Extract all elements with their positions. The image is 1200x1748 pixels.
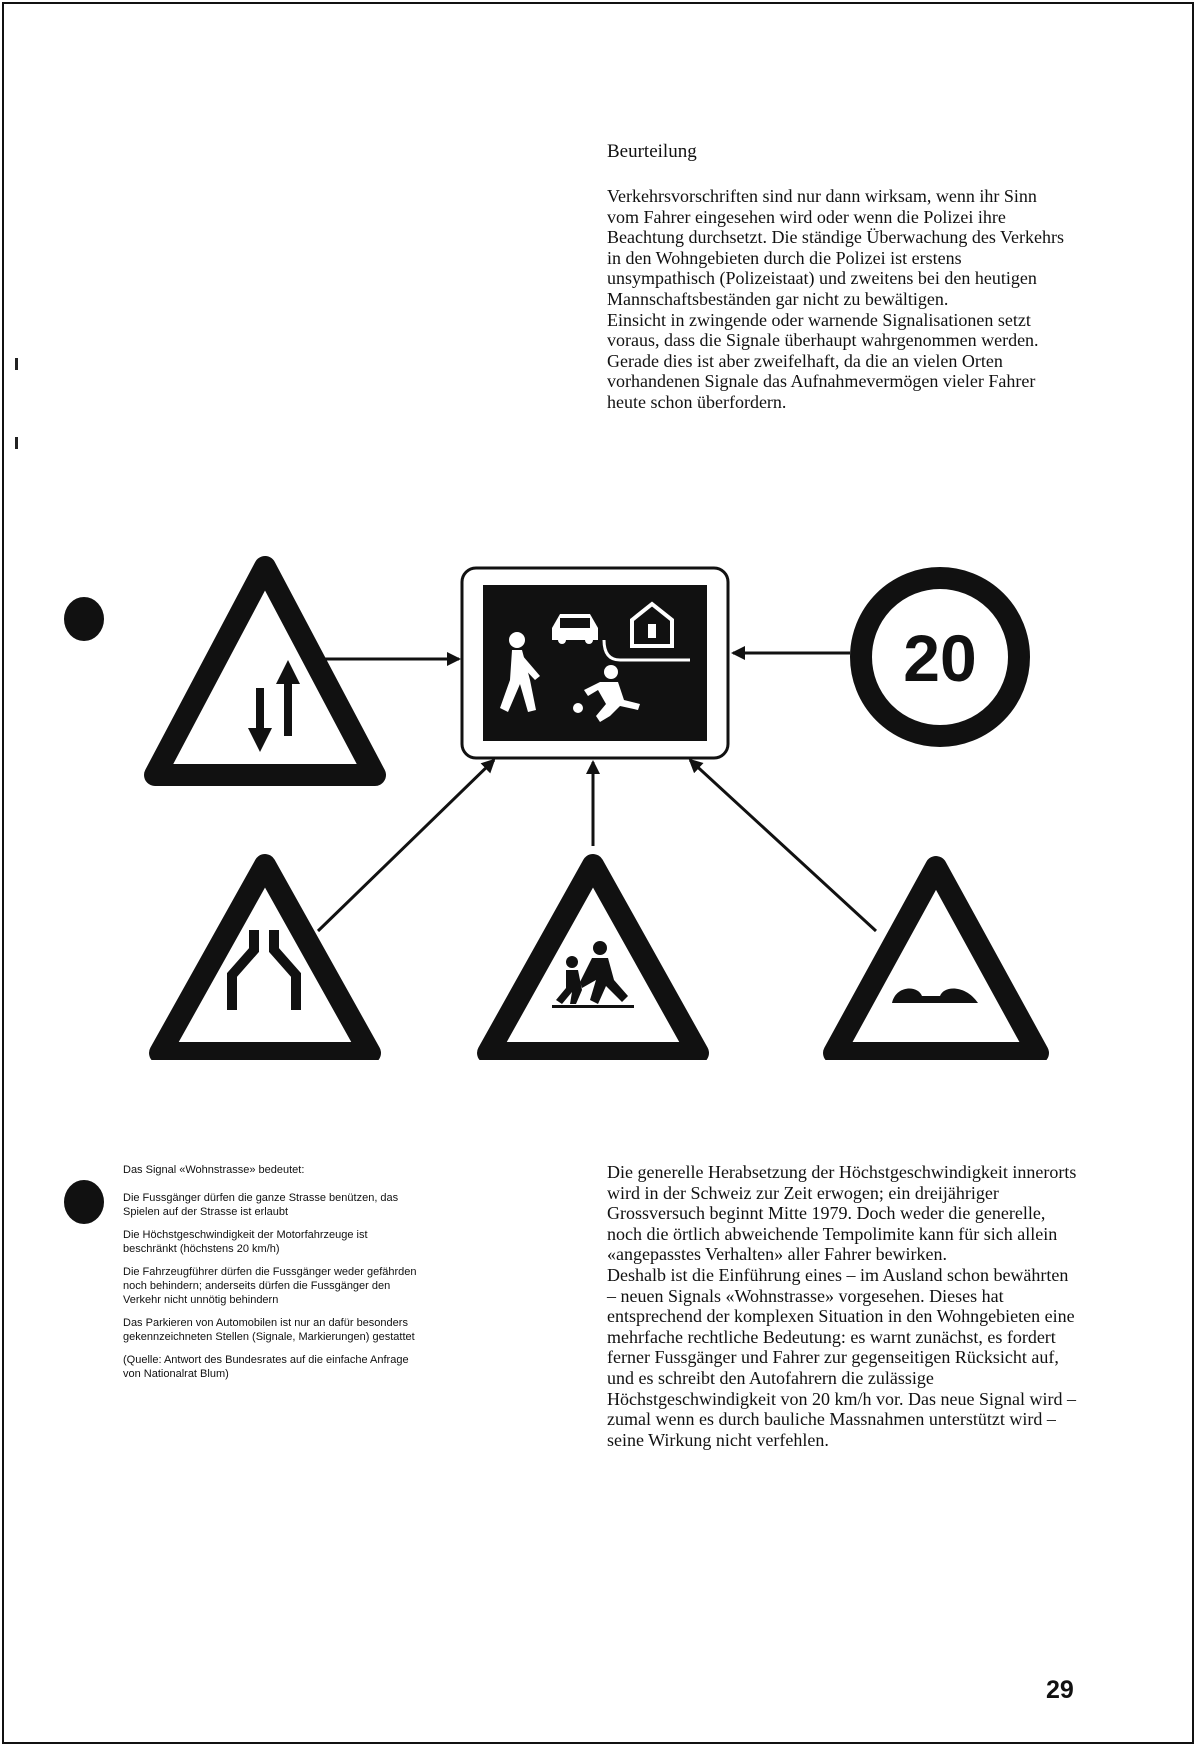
punch-hole-bottom xyxy=(64,1180,104,1224)
margin-mark xyxy=(15,358,18,370)
margin-mark xyxy=(15,437,18,449)
assessment-paragraph-1: Verkehrsvorschriften sind nur dann wirksam, wenn ihr Sinn vom Fahrer eingesehen wird oder wenn die Polizei ihre Beachtung durchsetzt. Die ständige Überwachung des Verkehrs in den Wohngebieten durch die Polizei ist erstens unsympathisch (Polizeistaat) und zweitens bei den heutigen Mannschaftsbeständen gar nicht zu bewältigen. xyxy=(607,186,1065,309)
speed-paragraph-2: Deshalb ist die Einführung eines – im Ausland schon bewährten – neuen Signals «Wohnstrasse» vorgesehen. Dieses hat entsprechend der komplexen Situation in den Wohngebieten eine mehrfache rechtliche Bedeutung: es warnt zunächst, es fordert ferner Fussgänger und Fahrer zur gegenseitigen Rücksicht auf, und es schreibt den Autofahrern die zulässige Höchstgeschwindigkeit von 20 km/h vor. Das neue Signal wird – zumal wenn es durch bauliche Massnahmen unterstützt wird – seine Wirkung nicht verfehlen. xyxy=(607,1264,1076,1450)
caption-item: Die Höchstgeschwindigkeit der Motorfahrzeuge ist beschränkt (höchstens 20 km/h) xyxy=(123,1229,368,1255)
wohnstrasse-sign-icon xyxy=(462,568,728,758)
two-way-traffic-sign-icon xyxy=(155,567,375,775)
traffic-sign-diagram xyxy=(0,540,1200,1060)
road-narrows-sign-icon xyxy=(160,865,370,1053)
children-crossing-sign-icon xyxy=(488,865,698,1053)
caption-item: Das Parkieren von Automobilen ist nur an dafür besonders gekennzeichneten Stellen (Signale, Markierungen) gestattet xyxy=(123,1317,415,1343)
caption-item: Die Fahrzeugführer dürfen die Fussgänger weder gefährden noch behindern; anderseits dürfen die Fussgänger den Verkehr nicht unnötig behindern xyxy=(123,1266,417,1306)
caption-section xyxy=(123,1163,423,1390)
assessment-paragraph-2: Einsicht in zwingende oder warnende Signalisationen setzt voraus, dass die Signale überhaupt wahrgenommen werden. Gerade dies ist aber zweifelhaft, da die an vielen Orten vorhandenen Signale das Aufnahmevermögen vieler Fahrer heute schon überfordern. xyxy=(607,309,1039,412)
speed-limit-section xyxy=(607,1162,1077,1450)
caption-title: Das Signal «Wohnstrasse» bedeutet: xyxy=(123,1164,305,1176)
speed-limit-sign-icon xyxy=(861,578,1019,736)
uneven-road-sign-icon xyxy=(834,867,1038,1053)
page-number: 29 xyxy=(1046,1676,1074,1704)
assessment-section xyxy=(607,140,1067,413)
speed-limit-value: 20 xyxy=(903,621,977,695)
caption-source: (Quelle: Antwort des Bundesrates auf die einfache Anfrage von Nationalrat Blum) xyxy=(123,1354,409,1380)
section-heading: Beurteilung xyxy=(607,141,697,162)
speed-paragraph-1: Die generelle Herabsetzung der Höchstgeschwindigkeit innerorts wird in der Schweiz zur Zeit erwogen; ein dreijähriger Grossversuch beginnt Mitte 1979. Doch weder die generelle, noch die örtlich abweichende Tempolimite kann für sich allein «angepasstes Verhalten» aller Fahrer bewirken. xyxy=(607,1162,1077,1265)
arrow-bottom-right xyxy=(690,760,876,931)
caption-item: Die Fussgänger dürfen die ganze Strasse benützen, das Spielen auf der Strasse ist erlaubt xyxy=(123,1192,399,1218)
